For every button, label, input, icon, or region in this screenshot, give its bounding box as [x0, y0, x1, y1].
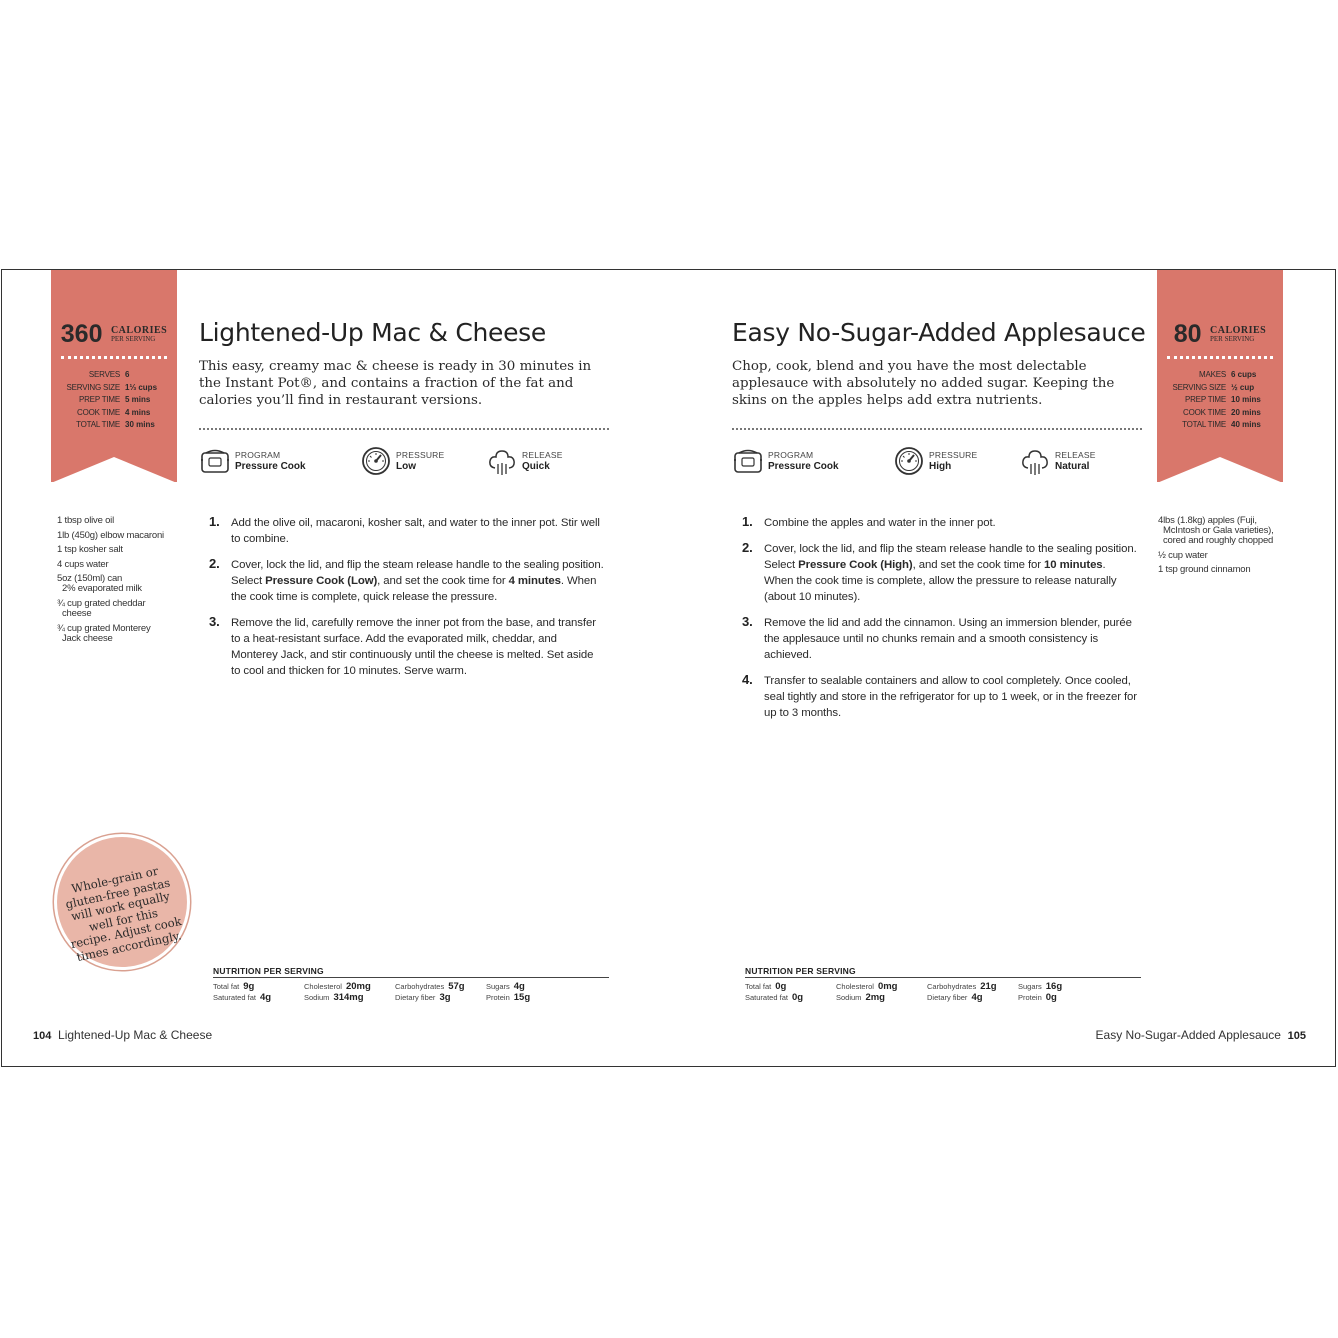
calories-row: [51, 320, 177, 349]
instruction-step: 1. Combine the apples and water in the inner pot.: [742, 514, 996, 529]
stat-row: SERVING SIZE 1⅓ cups: [66, 382, 158, 392]
pressure-setting: [894, 446, 977, 476]
instruction-step: 2. Cover, lock the lid, and flip the steam release handle to the sealing position. Select Pressure Cook (High), and set the cook time for 10 minutes. When the cook time is complete, allow the pressure to release naturally (about 10 minutes).: [742, 540, 1137, 603]
instant-pot-icon: [733, 446, 763, 476]
stat-row: TOTAL TIME 30 mins: [76, 420, 155, 430]
recipe-stats: [1157, 369, 1283, 432]
tip-text: Whole-grain or gluten-free pastas will work equally well for this recipe. Adjust cook times accordingly.: [64, 863, 183, 964]
footer-title: Lightened-Up Mac & Cheese: [58, 1028, 213, 1042]
nutrition-item: Protein 0g: [1018, 992, 1057, 1003]
ingredient-item: 5oz (150ml) can 2% evaporated milk: [57, 573, 142, 595]
steam-icon: [1020, 446, 1050, 476]
stat-row: PREP TIME 10 mins: [1184, 395, 1261, 405]
ingredient-item: ¾ cup grated Monterey Jack cheese: [57, 622, 151, 644]
nutrition-item: Protein 15g: [486, 992, 531, 1003]
recipe-title: Lightened-Up Mac & Cheese: [199, 318, 546, 347]
setting-caption: PROGRAM: [768, 450, 814, 460]
right-page: [669, 270, 1336, 1066]
ingredient-item: 1 tsp kosher salt: [57, 544, 123, 556]
page-footer: [1096, 1028, 1306, 1042]
stat-row: PREP TIME 5 mins: [78, 395, 151, 405]
stat-row: MAKES 6 cups: [1198, 370, 1257, 379]
stat-row: SERVES 6: [88, 370, 130, 379]
page-footer: [33, 1028, 212, 1042]
nutrition-panel: [745, 966, 1141, 1007]
nutrition-item: Sugars 16g: [1018, 981, 1063, 992]
nutrition-item: Carbohydrates 57g: [395, 981, 465, 992]
intro-divider: [199, 428, 609, 430]
setting-value: High: [929, 461, 952, 472]
stat-row: SERVING SIZE ½ cup: [1172, 382, 1255, 392]
nutrition-item: Total fat 9g: [213, 981, 255, 992]
page-number: 105: [1287, 1030, 1306, 1042]
nutrition-panel: [213, 966, 609, 1007]
calories-row: [1157, 320, 1283, 349]
recipe-intro: This easy, creamy mac & cheese is ready in 30 minutes in the Instant Pot®, and contains a fraction of the fat and calories you’ll find in restaurant versions.: [199, 359, 592, 408]
gauge-icon: [894, 446, 924, 476]
program-setting: [733, 446, 839, 476]
nutrition-item: Sodium 314mg: [304, 992, 364, 1003]
program-setting: [200, 446, 306, 476]
nutrition-item: Cholesterol 0mg: [836, 981, 898, 992]
recipe-intro: Chop, cook, blend and you have the most delectable applesauce with absolutely no added sugar. Keeping the skins on the apples helps add extra nutrients.: [732, 359, 1115, 408]
calories-label: CALORIES: [110, 324, 168, 336]
tip-circle: [57, 837, 187, 967]
stat-row: TOTAL TIME 40 mins: [1182, 420, 1261, 430]
program-settings: [733, 446, 1153, 480]
nutrition-item: Saturated fat 0g: [745, 992, 804, 1003]
stat-row: COOK TIME 4 mins: [77, 407, 151, 417]
cookbook-spread: [1, 269, 1336, 1067]
recipe-title: Easy No-Sugar-Added Applesauce: [732, 318, 1146, 347]
steam-icon: [487, 446, 517, 476]
calories-ribbon: [1157, 270, 1283, 482]
left-page: [2, 270, 669, 1066]
nutrition-heading: NUTRITION PER SERVING: [745, 966, 1141, 978]
gauge-icon: [361, 446, 391, 476]
calories-number: 80: [1173, 320, 1202, 348]
ingredient-item: ¾ cup grated cheddar cheese: [57, 597, 146, 619]
calories-ribbon: [51, 270, 177, 482]
setting-caption: PRESSURE: [396, 450, 445, 460]
nutrition-item: Total fat 0g: [745, 981, 787, 992]
instruction-step: 2. Cover, lock the lid, and flip the steam release handle to the sealing position. Select Pressure Cook (Low), and set the cook time for 4 minutes. When the cook time is complete, quick release the pressure.: [209, 556, 604, 603]
pressure-setting: [361, 446, 444, 476]
ingredient-item: 1 tsp ground cinnamon: [1158, 564, 1251, 576]
setting-caption: PRESSURE: [929, 450, 978, 460]
instruction-step: 1. Add the olive oil, macaroni, kosher salt, and water to the inner pot. Stir well to combine.: [209, 514, 600, 545]
nutrition-item: Sugars 4g: [486, 981, 525, 992]
nutrition-item: Cholesterol 20mg: [304, 981, 371, 992]
setting-value: Natural: [1055, 461, 1090, 472]
setting-value: Pressure Cook: [235, 461, 306, 472]
ingredients-list: [57, 516, 172, 648]
setting-caption: RELEASE: [1055, 450, 1096, 460]
calories-sublabel: PER SERVING: [110, 334, 156, 343]
calories-number: 360: [60, 320, 103, 348]
ingredient-item: 1 tbsp olive oil: [57, 515, 115, 526]
instruction-steps: [209, 515, 604, 689]
calories-label: CALORIES: [1210, 324, 1267, 336]
ribbon-divider: [1167, 356, 1273, 359]
ingredient-item: 1lb (450g) elbow macaroni: [57, 529, 164, 541]
nutrition-item: Sodium 2mg: [836, 992, 885, 1003]
nutrition-item: Saturated fat 4g: [213, 992, 272, 1003]
page-number: 104: [33, 1030, 52, 1042]
setting-value: Pressure Cook: [768, 461, 839, 472]
setting-caption: PROGRAM: [235, 450, 281, 460]
instruction-step: 4. Transfer to sealable containers and allow to cool completely. Once cooled, seal tightly and store in the refrigerator for up to 1 week, or in the freezer for up to 3 months.: [742, 672, 1137, 719]
nutrition-item: Carbohydrates 21g: [927, 981, 997, 992]
ingredient-item: 4 cups water: [57, 558, 109, 570]
ingredient-item: ½ cup water: [1158, 549, 1208, 561]
ingredient-item: 4lbs (1.8kg) apples (Fuji, McIntosh or Gala varieties), cored and roughly chopped: [1158, 515, 1274, 546]
release-setting: [1020, 446, 1096, 476]
instruction-step: 3. Remove the lid, carefully remove the inner pot from the base, and transfer to a heat-resistant surface. Add the evaporated milk, cheddar, and Monterey Jack, and stir continuously until the cheese is melted. Set aside to cool and thicken for 10 minutes. Serve warm.: [209, 614, 596, 677]
recipe-stats: [51, 369, 177, 432]
program-settings: [200, 446, 620, 480]
setting-value: Low: [396, 461, 416, 472]
instant-pot-icon: [200, 446, 230, 476]
setting-caption: RELEASE: [522, 450, 563, 460]
stat-row: COOK TIME 20 mins: [1183, 407, 1261, 417]
ribbon-divider: [61, 356, 167, 359]
footer-title: Easy No-Sugar-Added Applesauce: [1095, 1028, 1281, 1042]
setting-value: Quick: [522, 461, 550, 472]
release-setting: [487, 446, 563, 476]
intro-divider: [732, 428, 1142, 430]
nutrition-item: Dietary fiber 3g: [395, 992, 451, 1003]
instruction-steps: [742, 515, 1137, 731]
instruction-step: 3. Remove the lid and add the cinnamon. Using an immersion blender, purée the applesauce until no chunks remain and a smooth consistency is achieved.: [742, 614, 1132, 661]
ingredients-list: [1158, 516, 1283, 580]
nutrition-heading: NUTRITION PER SERVING: [213, 966, 609, 978]
nutrition-item: Dietary fiber 4g: [927, 992, 983, 1003]
calories-sublabel: PER SERVING: [1210, 334, 1255, 343]
